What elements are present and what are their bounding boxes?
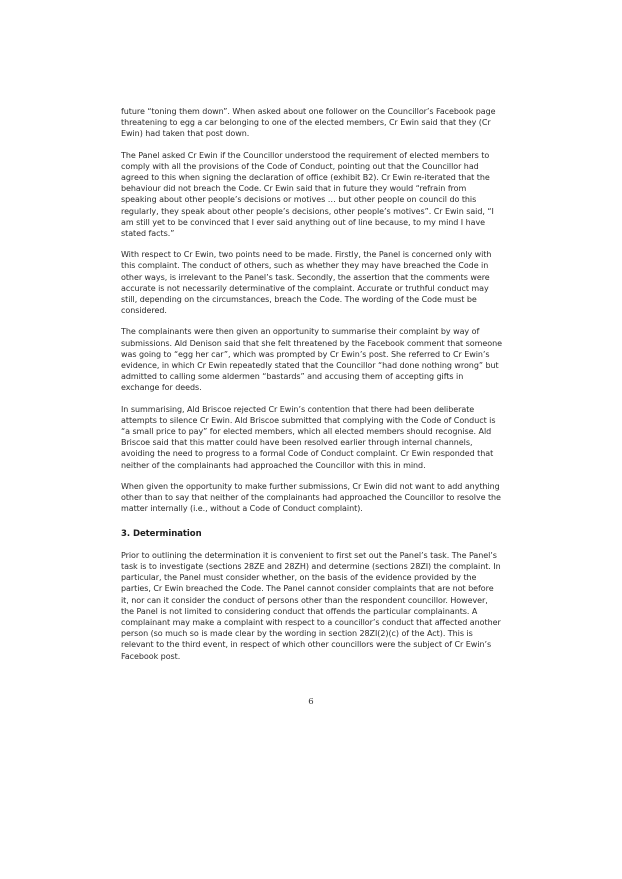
document-body (121, 106, 502, 672)
paragraph: The Panel asked Cr Ewin if the Councillor understood the requirement of elected members to comply with all the provisions of the Code of Conduct, pointing out that the Councillor had agreed to this when signing the declaration of office (exhibit B2). Cr Ewin re-iterated that the behaviour did not breach the Code. Cr Ewin said that in future they would “refrain from speaking about other people’s decisions or motives … but other people on council do this regularly, they speak about other people’s decisions, other people’s motives”. Cr Ewin said, “I am still yet to be convinced that I ever said anything out of line because, to my mind I have stated facts.” (121, 150, 494, 239)
page-number: 6 (308, 697, 314, 707)
paragraph: future “toning them down”. When asked about one follower on the Councillor’s Facebook page threatening to egg a car belonging to one of the elected members, Cr Ewin said that they (Cr Ewin) had taken that post down. (121, 107, 496, 139)
paragraph: When given the opportunity to make further submissions, Cr Ewin did not want to add anything other than to say that neither of the complainants had approached the Councillor to resolve the matter internally (i.e., without a Code of Conduct complaint). (121, 481, 501, 514)
paragraph: With respect to Cr Ewin, two points need to be made. Firstly, the Panel is concerned only with this complaint. The conduct of others, such as whether they may have breached the Code in other ways, is irrelevant to the Panel’s task. Secondly, the assertion that the comments were accurate is not necessarily determinative of the complaint. Accurate or truthful conduct may still, depending on the circumstances, breach the Code. The wording of the Code must be considered. (121, 250, 492, 316)
paragraph: In summarising, Ald Briscoe rejected Cr Ewin’s contention that there had been deliberate attempts to silence Cr Ewin. Ald Briscoe submitted that complying with the Code of Conduct is “a small price to pay” for elected members, which all elected members should recognise. Ald Briscoe said that this matter could have been resolved earlier through internal channels, avoiding the need to progress to a formal Code of Conduct complaint. Cr Ewin responded that neither of the complainants had approached the Councillor with this in mind. (121, 404, 496, 470)
paragraph: Prior to outlining the determination it is convenient to first set out the Panel’s task. The Panel’s task is to investigate (sections 28ZE and 28ZH) and determine (sections 28ZI) the complaint. In particular, the Panel must consider whether, on the basis of the evidence provided by the parties, Cr Ewin breached the Code. The Panel cannot consider complaints that are not before it, nor can it consider the conduct of persons other than the respondent councillor. However, the Panel is not limited to considering conduct that offends the particular complainants. A complainant may make a complaint with respect to a councillor’s conduct that affected another person (so much so is made clear by the wording in section 28ZI(2)(c) of the Act). This is relevant to the third event, in respect of which other councillors were the subject of Cr Ewin’s Facebook post. (121, 550, 501, 661)
paragraph: The complainants were then given an opportunity to summarise their complaint by way of submissions. Ald Denison said that she felt threatened by the Facebook comment that someone was going to “egg her car”, which was prompted by Cr Ewin’s post. She referred to Cr Ewin’s evidence, in which Cr Ewin repeatedly stated that the Councillor “had done nothing wrong” but admitted to calling some aldermen “bastards” and accusing them of accepting gifts in exchange for deeds. (121, 327, 502, 393)
section-heading: 3. Determination (121, 528, 202, 539)
